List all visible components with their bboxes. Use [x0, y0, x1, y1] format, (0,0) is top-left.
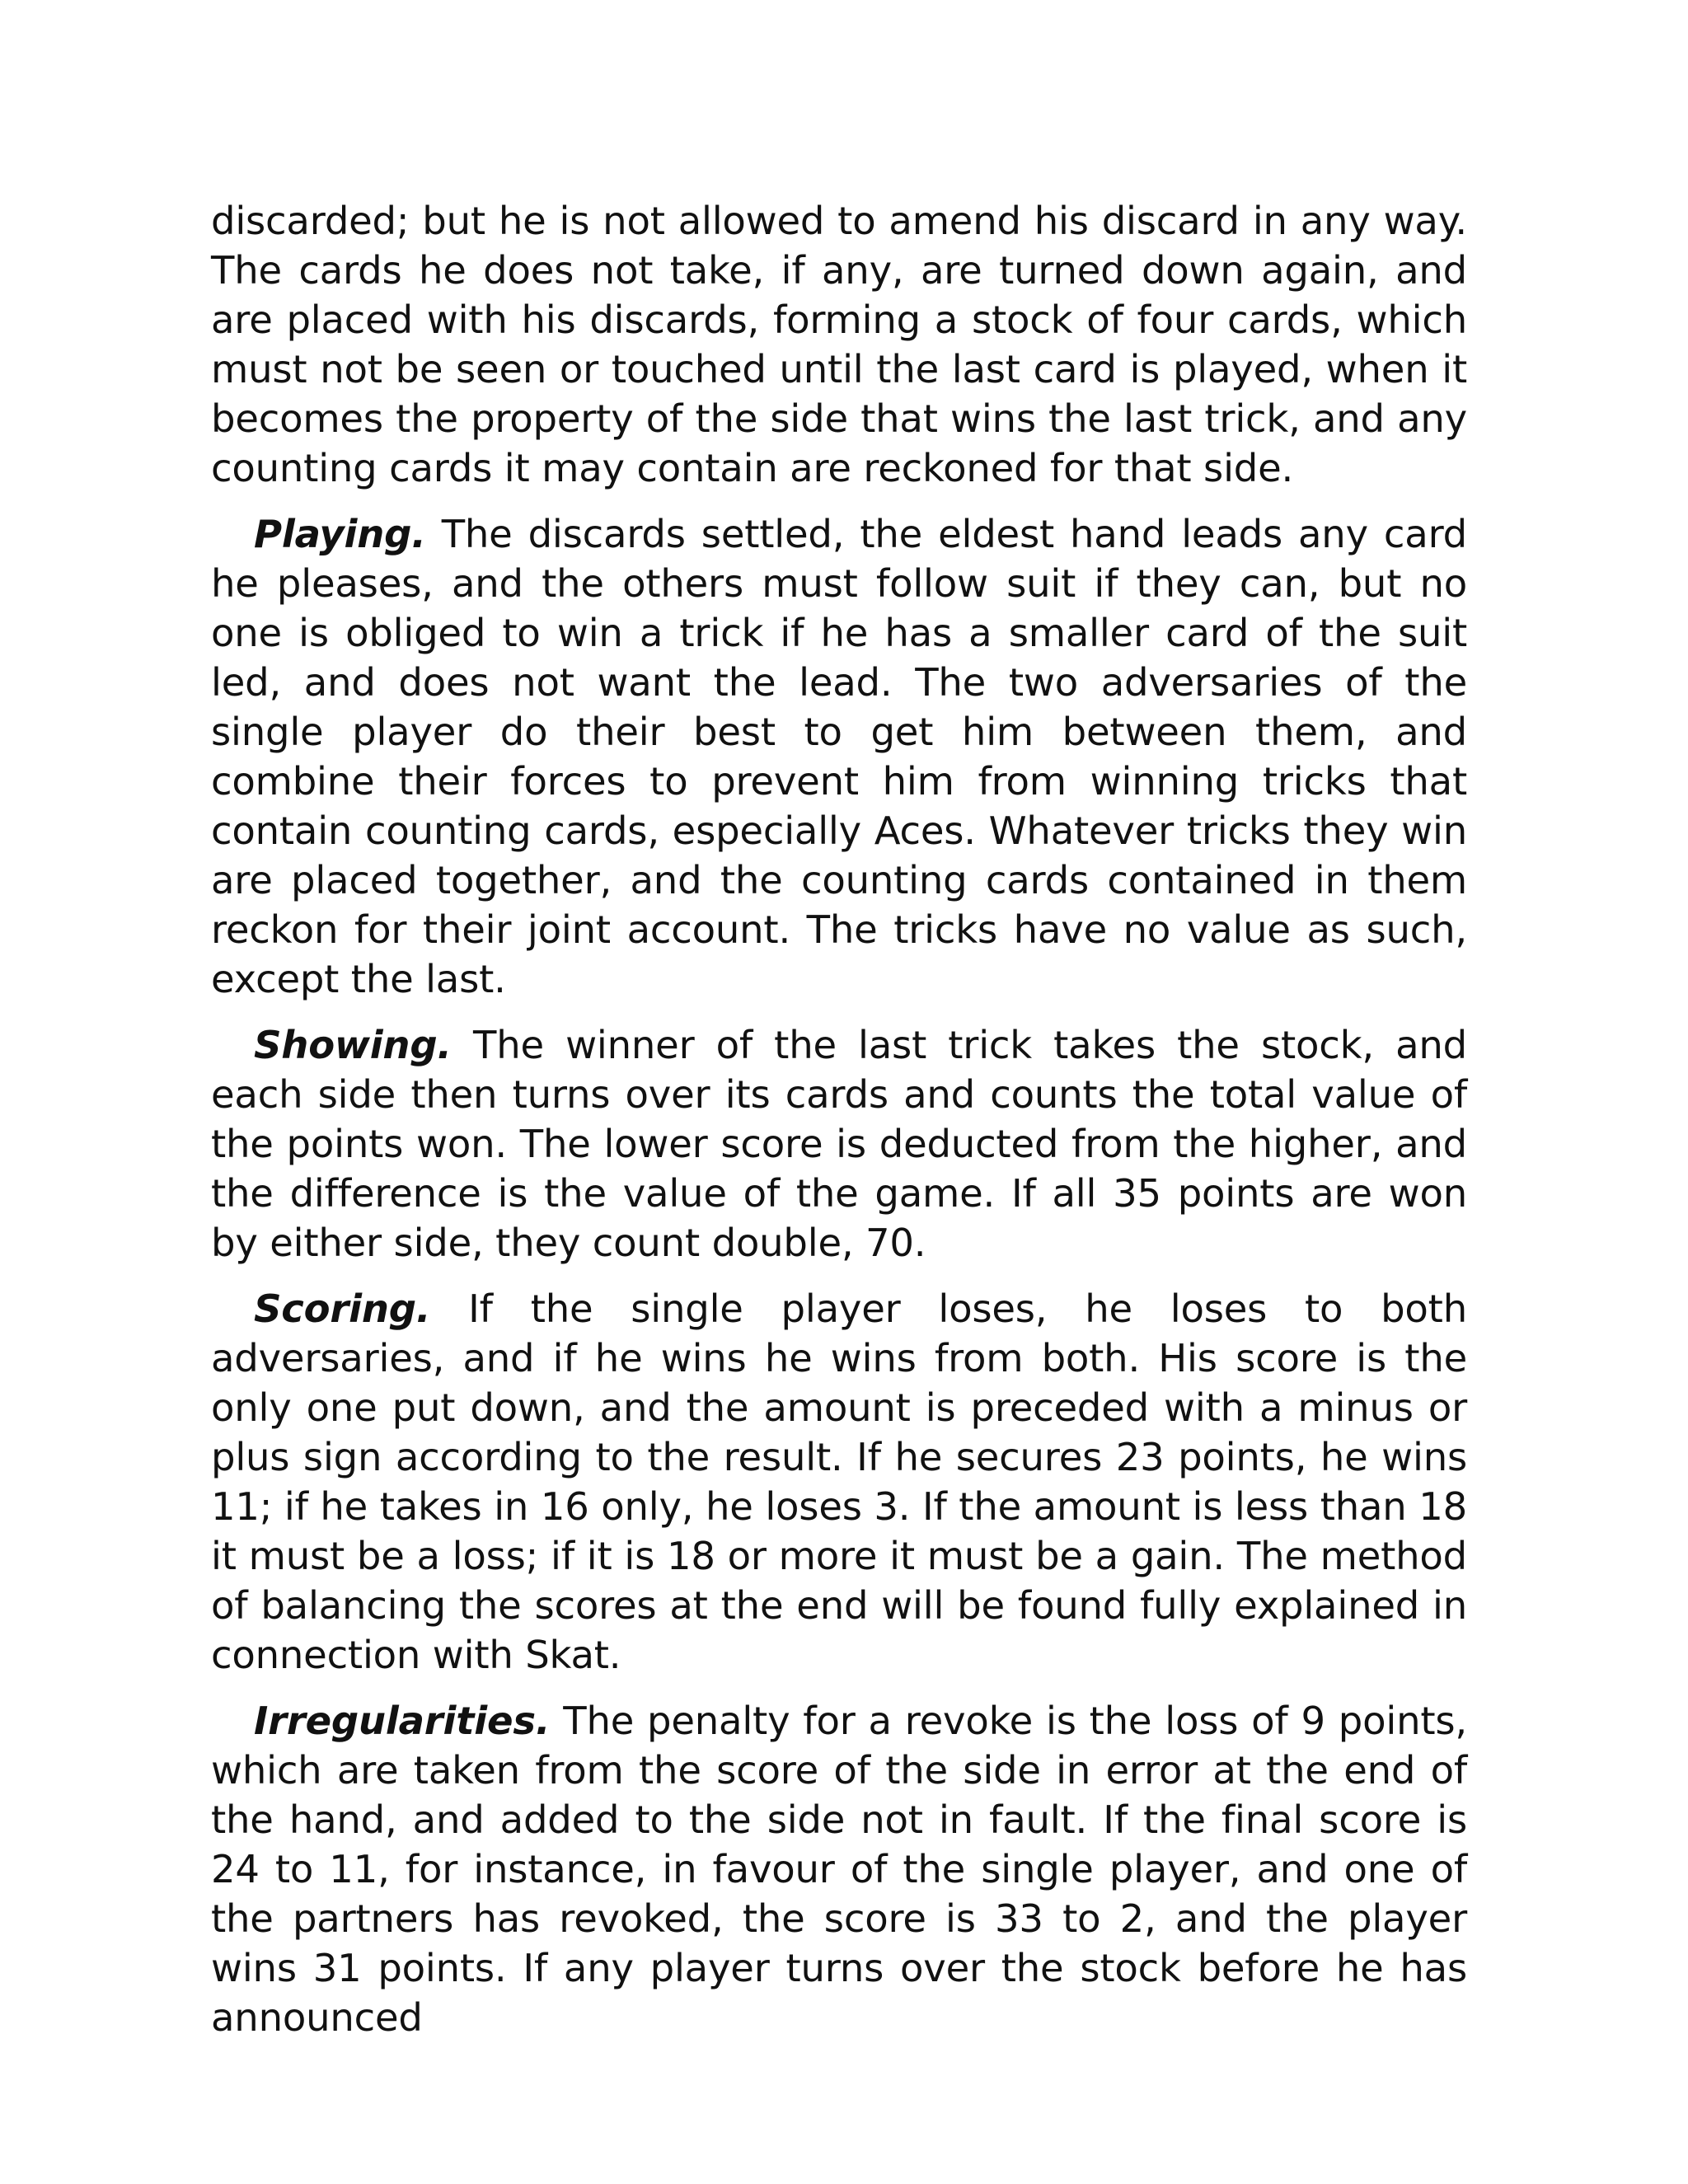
paragraph-text: The discards settled, the eldest hand leads any card he pleases, and the others must follow suit if they can, but no one is obliged to win a trick if he has a smaller card of the suit led, and does not want the lead. The two adversaries of the single player do their best to get him between them, and combine their forces to prevent him from winning tricks that contain counting cards, especially Aces. Whatever tricks they win are placed together, and the counting cards contained in them reckon for their joint account. The tricks have no value as such, except the last.: [211, 512, 1467, 1001]
section-heading-playing: Playing.: [254, 512, 426, 556]
paragraph-continuation: [211, 196, 1467, 493]
paragraph-text: The winner of the last trick takes the stock, and each side then turns over its cards and counts the total value of the points won. The lower score is deducted from the higher, and the difference is the value of the game. If all 35 points are won by either side, they count double, 70.: [211, 1023, 1467, 1265]
section-heading-scoring: Scoring.: [254, 1286, 431, 1331]
paragraph-showing: [211, 1020, 1467, 1268]
paragraph-text: If the single player loses, he loses to both adversaries, and if he wins he wins from both. His score is the only one put down, and the amount is preceded with a minus or plus sign according to the result. If he secures 23 points, he wins 11; if he takes in 16 only, he loses 3. If the amount is less than 18 it must be a loss; if it is 18 or more it must be a gain. The method of balancing the scores at the end will be found fully explained in connection with Skat.: [211, 1286, 1467, 1677]
page-body: [211, 196, 1467, 2059]
section-heading-irregularities: Irregularities.: [254, 1699, 551, 1743]
section-heading-showing: Showing.: [254, 1023, 452, 1067]
paragraph-irregularities: [211, 1696, 1467, 2042]
paragraph-scoring: [211, 1284, 1467, 1680]
paragraph-playing: [211, 509, 1467, 1004]
paragraph-text: discarded; but he is not allowed to amend his discard in any way. The cards he does not take, if any, are turned down again, and are placed with his discards, forming a stock of four cards, which must not be seen or touched until the last card is played, when it becomes the property of the side that wins the last trick, and any counting cards it may contain are reckoned for that side.: [211, 199, 1467, 490]
paragraph-text: The penalty for a revoke is the loss of 9 points, which are taken from the score of the side in error at the end of the hand, and added to the side not in fault. If the final score is 24 to 11, for instance, in favour of the single player, and one of the partners has revoked, the score is 33 to 2, and the player wins 31 points. If any player turns over the stock before he has announced: [211, 1699, 1467, 2040]
